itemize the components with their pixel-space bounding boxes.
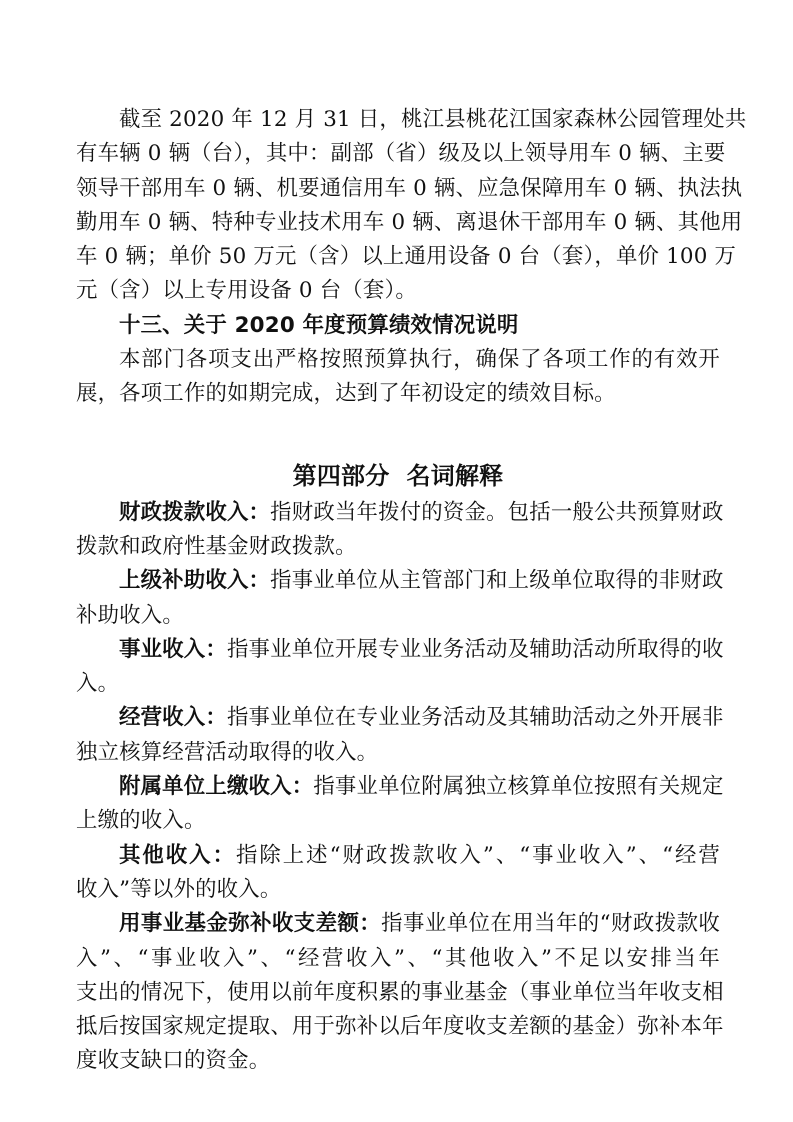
glossary-definition: 指事业单位在用当年的“财政拨款收 — [381, 911, 721, 937]
glossary-term: 上级补助收入： — [119, 568, 271, 594]
glossary-term: 事业收入： — [119, 636, 227, 662]
glossary-term: 财政拨款收入： — [119, 499, 271, 525]
glossary-first-line — [76, 770, 724, 804]
glossary-term: 附属单位上缴收入： — [119, 774, 314, 800]
glossary-entry — [76, 564, 724, 633]
glossary-entry — [76, 633, 724, 702]
paragraph-line: 本部门各项支出严格按照预算执行，确保了各项工作的有效开 — [119, 347, 720, 373]
glossary-definition: 指除上述“财政拨款收入”、“事业收入”、“经营 — [235, 842, 720, 868]
glossary-list — [76, 496, 724, 1079]
glossary-first-line — [76, 701, 724, 735]
glossary-entry — [76, 907, 724, 1078]
glossary-continuation-line: 补助收入。 — [76, 602, 184, 628]
paragraph-line: 车 0 辆；单价 50 万元（含）以上通用设备 0 台（套），单价 100 万 — [76, 244, 737, 270]
paragraph-line: 展，各项工作的如期完成，达到了年初设定的绩效目标。 — [76, 381, 616, 407]
glossary-definition: 指事业单位开展专业业务活动及辅助活动所取得的收 — [226, 636, 724, 662]
glossary-continuation-line: 度收支缺口的资金。 — [76, 1048, 271, 1074]
glossary-continuation-line: 入。 — [76, 671, 120, 697]
glossary-definition: 指事业单位在专业业务活动及其辅助活动之外开展非 — [226, 705, 724, 731]
glossary-continuation-line: 入”、“事业收入”、“经营收入”、“其他收入”不足以安排当年 — [76, 945, 720, 971]
glossary-continuation-line: 拨款和政府性基金财政拨款。 — [76, 533, 357, 559]
glossary-entry — [76, 770, 724, 839]
glossary-continuation-line: 独立核算经营活动取得的收入。 — [76, 739, 379, 765]
paragraph-line: 有车辆 0 辆（台），其中：副部（省）级及以上领导用车 0 辆、主要 — [76, 141, 726, 167]
glossary-definition: 指财政当年拨付的资金。包括一般公共预算财政 — [270, 499, 724, 525]
section-13-paragraph — [76, 343, 720, 412]
paragraph-line: 领导干部用车 0 辆、机要通信用车 0 辆、应急保障用车 0 辆、执法执 — [76, 175, 743, 201]
section-13-heading: 十三、关于 2020 年度预算绩效情况说明 — [119, 312, 519, 338]
glossary-continuation-line: 上缴的收入。 — [76, 808, 206, 834]
glossary-term: 其他收入： — [119, 842, 236, 868]
glossary-term: 经营收入： — [119, 705, 227, 731]
document-page — [76, 103, 747, 1079]
part-4-title: 第四部分 名词解释 — [292, 461, 504, 490]
glossary-first-line — [76, 839, 720, 873]
vehicles-paragraph — [76, 103, 747, 309]
glossary-continuation-line: 支出的情况下，使用以前年度积累的事业基金（事业单位当年收支相 — [76, 979, 724, 1005]
paragraph-line: 截至 2020 年 12 月 31 日，桃江县桃花江国家森林公园管理处共 — [119, 107, 747, 132]
glossary-term: 用事业基金弥补收支差额： — [119, 911, 382, 937]
glossary-first-line — [76, 633, 724, 667]
glossary-continuation-line: 收入”等以外的收入。 — [76, 876, 282, 902]
glossary-first-line — [76, 907, 720, 941]
glossary-entry — [76, 496, 724, 565]
glossary-entry — [76, 839, 720, 908]
glossary-first-line — [76, 564, 724, 598]
glossary-definition: 指事业单位从主管部门和上级单位取得的非财政 — [270, 568, 724, 594]
glossary-continuation-line: 抵后按国家规定提取、用于弥补以后年度收支差额的基金）弥补本年 — [76, 1014, 724, 1040]
paragraph-line: 勤用车 0 辆、特种专业技术用车 0 辆、离退休干部用车 0 辆、其他用 — [76, 209, 743, 235]
glossary-entry — [76, 701, 724, 770]
glossary-definition: 指事业单位附属独立核算单位按照有关规定 — [313, 774, 724, 800]
paragraph-line: 元（含）以上专用设备 0 台（套）。 — [76, 278, 417, 304]
glossary-first-line — [76, 496, 724, 530]
